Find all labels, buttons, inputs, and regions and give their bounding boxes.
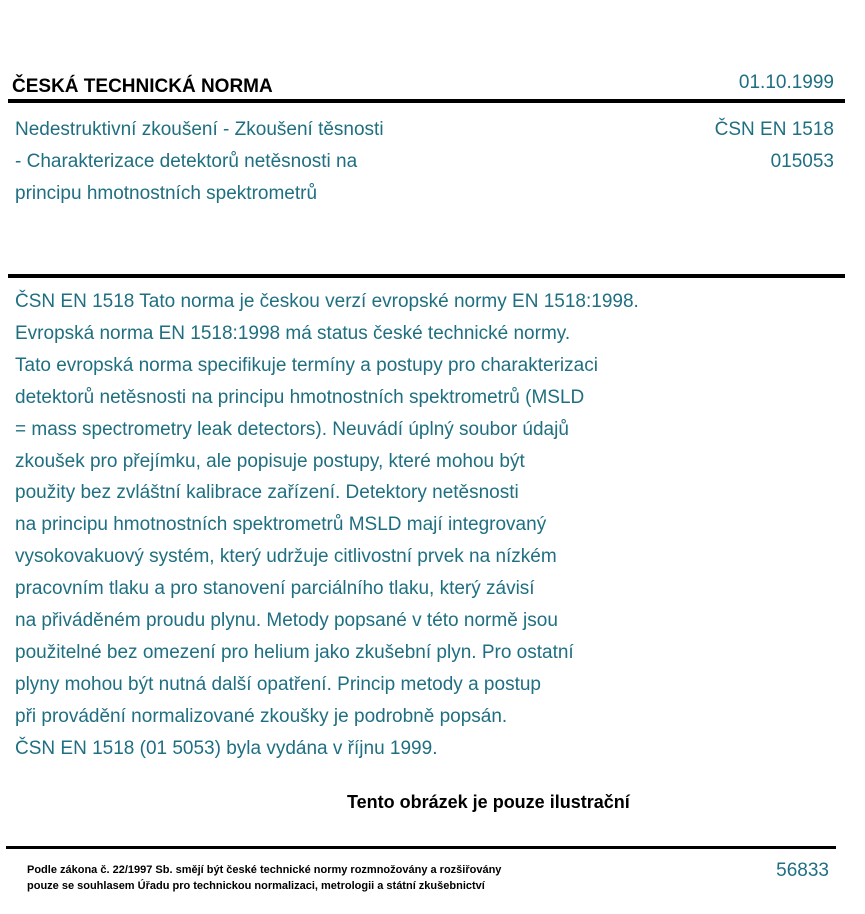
abstract-line: na přiváděném proudu plynu. Metody popsané v této normě jsou [15,610,558,632]
abstract-line: detektorů netěsnosti na principu hmotnostních spektrometrů (MSLD [15,386,585,408]
legal-notice-line: pouze se souhlasem Úřadu pro technickou normalizaci, metrologii a státní zkušebnictví [27,880,485,892]
standard-title-line: principu hmotnostních spektrometrů [15,183,318,204]
class-number: 015053 [770,151,834,172]
legal-notice-line: Podle zákona č. 22/1997 Sb. smějí být české technické normy rozmnožovány a rozšiřovány [27,864,502,876]
standard-code: ČSN EN 1518 [714,119,834,140]
abstract-line: vysokovakuový systém, který udržuje citlivostní prvek na nízkém [15,546,557,568]
abstract-line: ČSN EN 1518 (01 5053) byla vydána v říjnu 1999. [15,737,438,759]
header-rule [8,99,845,103]
abstract-line: Tato evropská norma specifikuje termíny a postupy pro charakterizaci [15,354,598,376]
standard-title-line: - Charakterizace detektorů netěsnosti na [15,151,358,172]
standard-title-line: Nedestruktivní zkoušení - Zkoušení těsnosti [15,119,384,140]
abstract-line: ČSN EN 1518 Tato norma je českou verzí evropské normy EN 1518:1998. [15,291,639,312]
issue-date: 01.10.1999 [738,72,834,93]
abstract-line: zkoušek pro přejímku, ale popisuje postupy, které mohou být [15,450,525,472]
abstract-line: = mass spectrometry leak detectors). Neuvádí úplný soubor údajů [15,418,569,440]
abstract-line: plyny mohou být nutná další opatření. Princip metody a postup [15,673,541,695]
abstract-line: na principu hmotnostních spektrometrů MSLD mají integrovaný [15,514,547,536]
abstract-line: Evropská norma EN 1518:1998 má status české technické normy. [15,322,571,344]
legal-notice [27,862,501,894]
document-heading: ČESKÁ TECHNICKÁ NORMA [12,76,273,97]
standard-title [15,114,485,210]
abstract-line: použitelné bez omezení pro helium jako zkušební plyn. Pro ostatní [15,641,574,663]
footer-rule [6,846,836,849]
abstract-text [15,286,815,765]
document-number: 56833 [776,860,829,881]
section-rule [8,274,845,278]
abstract-line: při provádění normalizované zkoušky je podrobně popsán. [15,705,508,727]
abstract-line: pracovním tlaku a pro stanovení parciálního tlaku, který závisí [15,578,535,600]
standard-identifiers [715,114,834,178]
abstract-line: použity bez zvláštní kalibrace zařízení. Detektory netěsnosti [15,482,519,504]
illustration-note: Tento obrázek je pouze ilustrační [347,792,630,812]
